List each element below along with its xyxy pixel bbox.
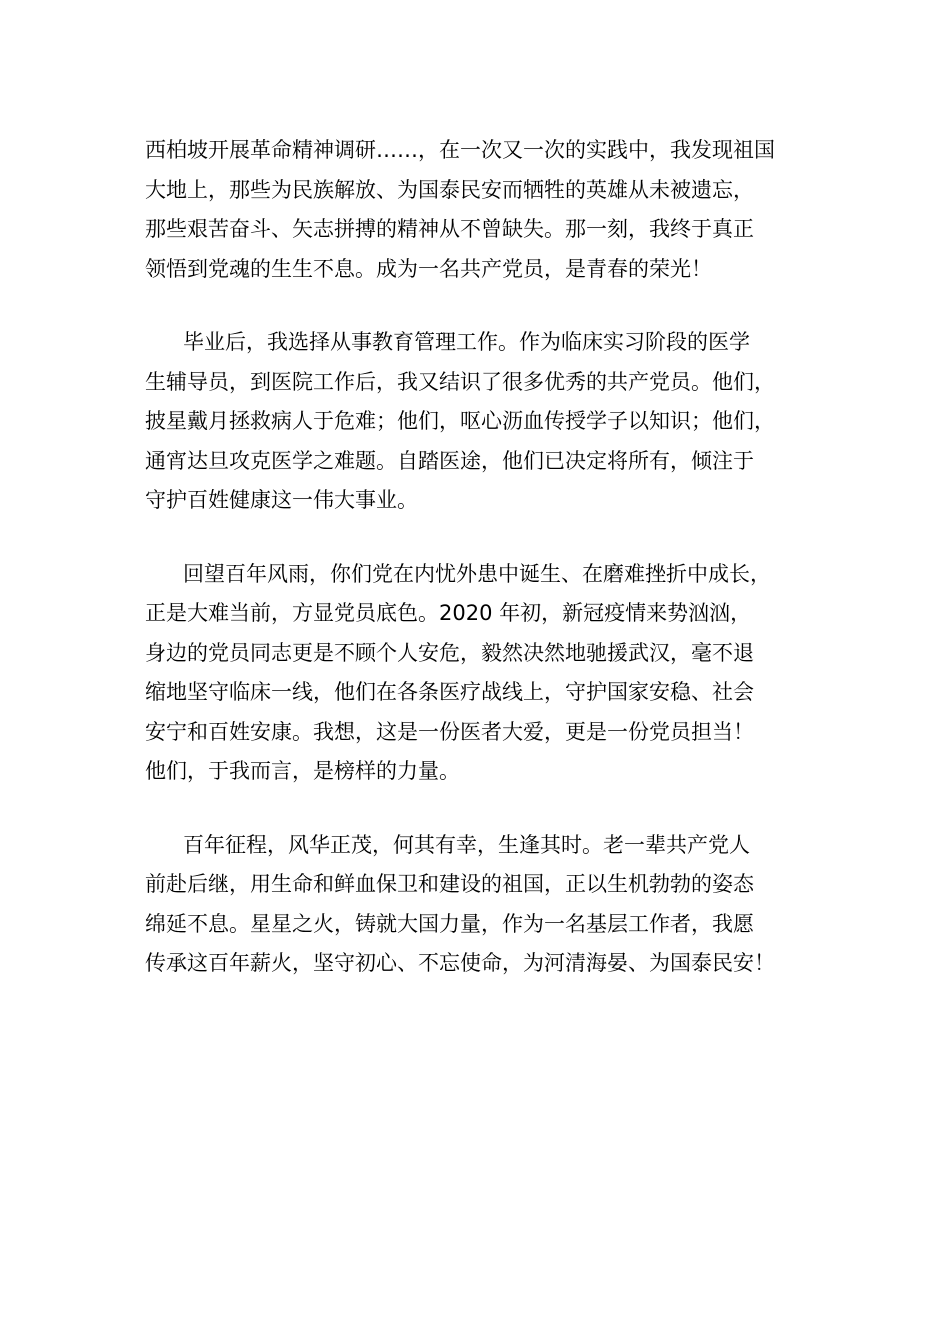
paragraph-line: 西柏坡开展革命精神调研……，在一次又一次的实践中，我发现祖国 [145, 138, 775, 162]
paragraph-1 [145, 131, 835, 289]
paragraph-3 [145, 555, 835, 792]
paragraph-line: 守护百姓健康这一伟大事业。 [145, 488, 418, 512]
paragraph-line: 百年征程，风华正茂，何其有幸，生逢其时。老一辈共产党人 [183, 832, 750, 857]
paragraph-line: 毕业后，我选择从事教育管理工作。作为临床实习阶段的医学 [183, 330, 750, 354]
paragraph-2 [145, 323, 835, 521]
paragraph-line: 他们，于我而言，是榜样的力量。 [145, 759, 460, 783]
paragraph-spacer [145, 289, 835, 323]
paragraph-line: 那些艰苦奋斗、矢志拼搏的精神从不曾缺失。那一刻，我终于真正 [145, 217, 754, 241]
paragraph-line: 回望百年风雨，你们党在内忧外患中诞生、在磨难挫折中成长， [183, 561, 771, 586]
paragraph-line: 身边的党员同志更是不顾个人安危，毅然决然地驰援武汉，毫不退 [145, 640, 754, 665]
paragraph-line: 安宁和百姓安康。我想，这是一份医者大爱，更是一份党员担当！ [145, 719, 754, 744]
paragraph-line: 生辅导员，到医院工作后，我又结识了很多优秀的共产党员。他们， [145, 369, 775, 394]
paragraph-line: 正是大难当前，方显党员底色。2020 年初，新冠疫情来势汹汹， [145, 601, 752, 625]
document-page [145, 131, 835, 984]
paragraph-spacer [145, 521, 835, 555]
paragraph-line: 通宵达旦攻克医学之难题。自踏医途，他们已决定将所有，倾注于 [145, 448, 754, 473]
paragraph-line: 前赴后继，用生命和鲜血保卫和建设的祖国，正以生机勃勃的姿态 [145, 872, 754, 896]
paragraph-line: 领悟到党魂的生生不息。成为一名共产党员，是青春的荣光！ [145, 256, 712, 281]
paragraph-4 [145, 826, 835, 984]
paragraph-spacer [145, 792, 835, 826]
paragraph-line: 披星戴月拯救病人于危难；他们，呕心沥血传授学子以知识；他们， [145, 409, 775, 433]
paragraph-line: 绵延不息。星星之火，铸就大国力量，作为一名基层工作者，我愿 [145, 911, 754, 936]
paragraph-line: 缩地坚守临床一线，他们在各条医疗战线上，守护国家安稳、社会 [145, 680, 754, 704]
paragraph-line: 传承这百年薪火，坚守初心、不忘使命，为河清海晏、为国泰民安！ [145, 951, 775, 975]
paragraph-line: 大地上，那些为民族解放、为国泰民安而牺牲的英雄从未被遗忘， [145, 177, 754, 202]
